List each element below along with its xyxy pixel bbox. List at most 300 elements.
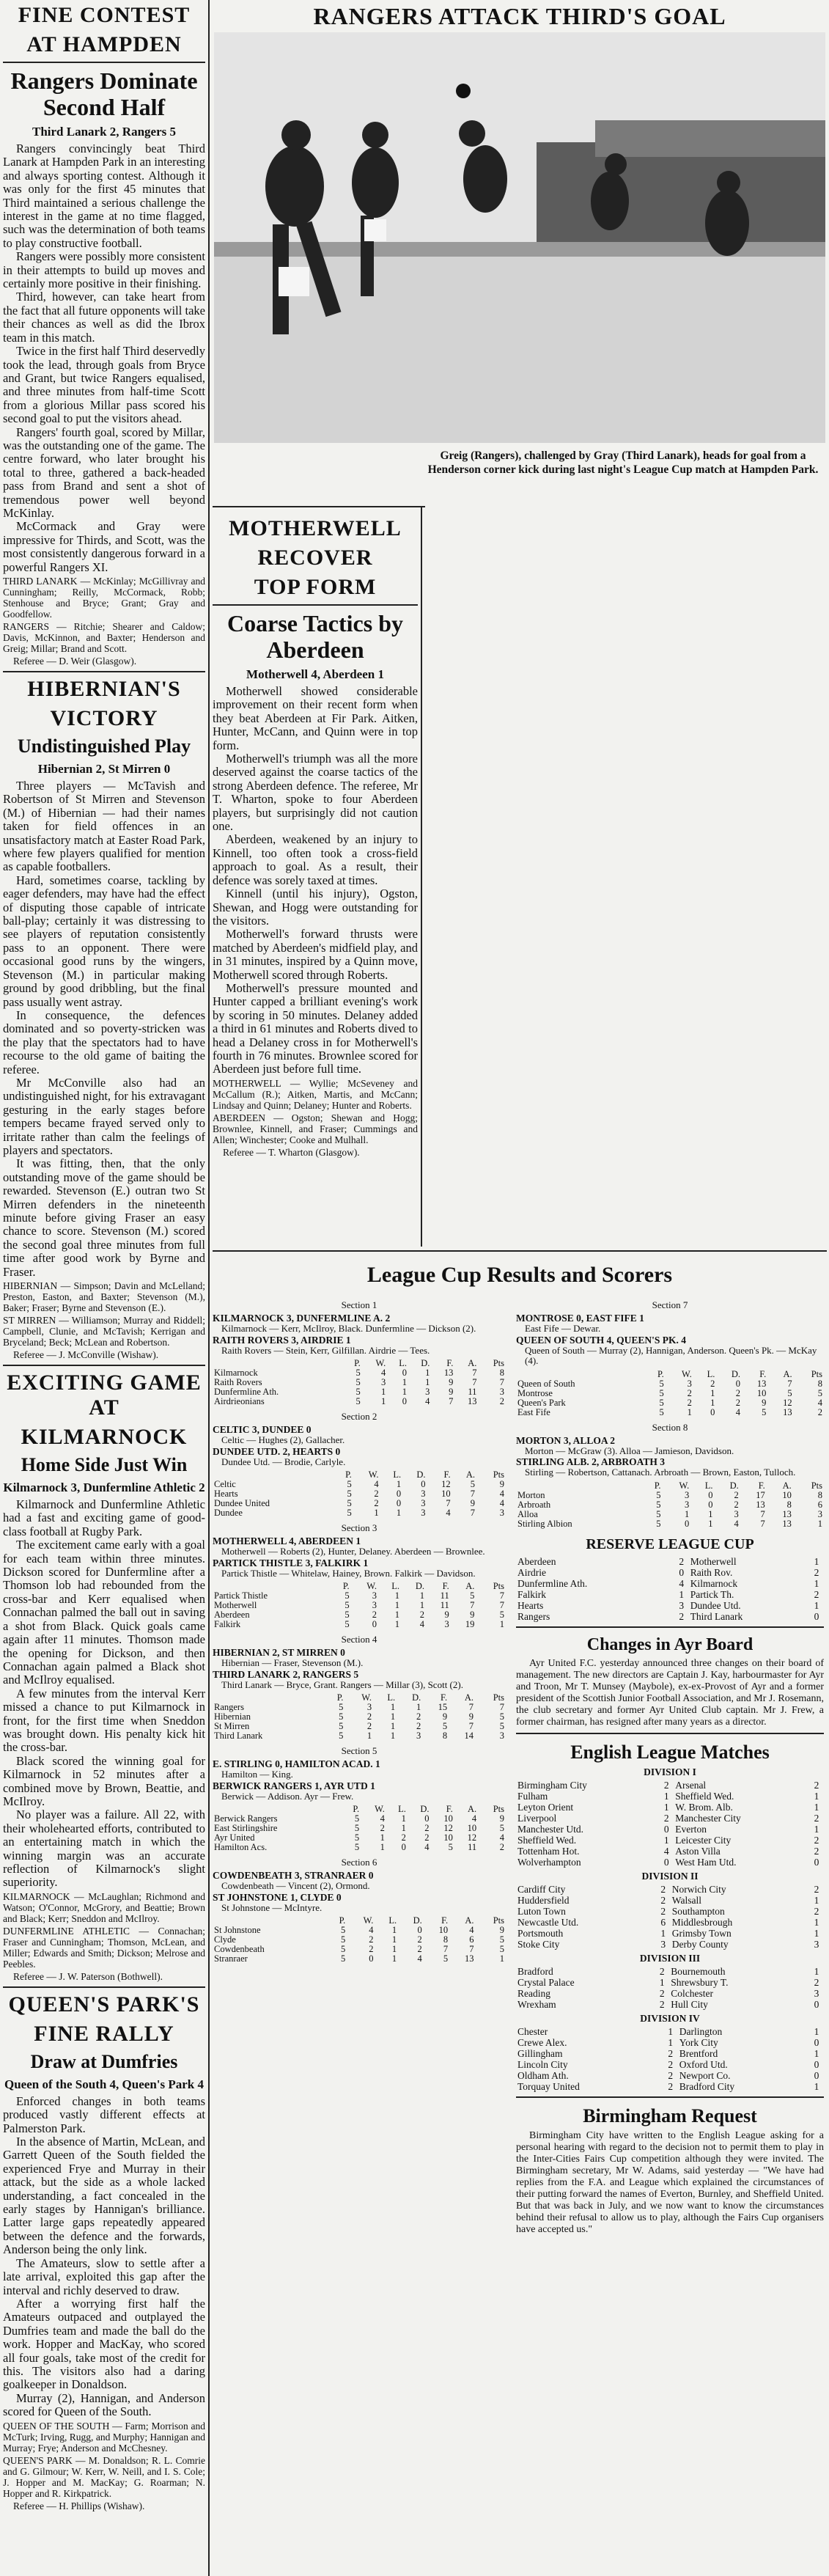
standings-team: Dundee (214, 1508, 243, 1518)
standings-header-cell: D. (731, 1368, 740, 1379)
fixture-row (516, 1780, 824, 1791)
standings-cell: 5 (339, 1721, 344, 1731)
home-score: 6 (660, 1916, 666, 1928)
standings-cell: 5 (659, 1406, 664, 1417)
standings-header-cell: L. (399, 1358, 407, 1368)
standings-team: Stirling Albion (517, 1518, 572, 1529)
away-team: Bradford City (679, 2080, 735, 2092)
standings-cell: 0 (710, 1406, 715, 1417)
away-score: 0 (814, 2036, 819, 2048)
standings-team: Partick Thistle (214, 1590, 268, 1601)
standings-cell: 1 (416, 1702, 421, 1712)
standings-cell: 1 (425, 1377, 430, 1387)
standings-cell: 5 (448, 1842, 453, 1852)
away-score: 1 (814, 1823, 819, 1835)
away-team: Oxford Utd. (679, 2058, 728, 2070)
home-team: Airdrie (517, 1566, 546, 1578)
home-team: Luton Town (517, 1905, 566, 1917)
result-line: COWDENBEATH 3, STRANRAER 0 (213, 1870, 374, 1881)
section-label: Section 3 (341, 1522, 377, 1533)
standings-cell: 1 (381, 1396, 386, 1406)
away-team: W. Brom. Alb. (675, 1801, 733, 1813)
section-label: Section 6 (341, 1857, 377, 1868)
standings-cell: 5 (345, 1610, 350, 1620)
standings-cell: 4 (419, 1619, 424, 1629)
standings-row (516, 1398, 824, 1408)
standings-row (213, 1843, 506, 1852)
away-team: Derby County (671, 1938, 729, 1950)
standings-header-cell: P. (345, 1469, 352, 1480)
column-rule (208, 0, 210, 2576)
standings-cell: 9 (499, 1813, 504, 1824)
home-team: Wolverhampton (517, 1856, 581, 1868)
standings-cell: 4 (424, 1842, 430, 1852)
standings-cell: 5 (354, 1832, 360, 1843)
standings-cell: 5 (347, 1498, 352, 1508)
section-label: Section 1 (341, 1299, 377, 1310)
away-score: 1 (814, 1916, 819, 1928)
headline-line3: TOP FORM (254, 575, 377, 599)
standings-row (213, 1945, 506, 1954)
away-score: 2 (814, 1779, 819, 1791)
standings-cell: 1 (391, 1953, 397, 1964)
home-score: 1 (663, 1834, 669, 1846)
story-paragraph: In consequence, the defences dominated and so poverty-stricken was the play that the spectators had to have recourse to the old game of baiting the referee. (3, 1008, 205, 1076)
fixture-row (516, 2048, 824, 2059)
divider (516, 2096, 824, 2098)
away-score: 1 (814, 2025, 819, 2037)
league-cup-left (213, 1295, 506, 2236)
standings-cell: 2 (734, 1499, 739, 1510)
standings-cell: 13 (467, 1396, 477, 1406)
story-paragraph: Motherwell's forward thrusts were matched by Aberdeen's midfield play, and in 31 minutes, inspired by a Quinn move, Motherwell scored through Roberts. (213, 927, 418, 982)
standings-cell: 2 (735, 1387, 740, 1398)
standings-cell: 3 (687, 1378, 692, 1389)
fixture-row (516, 1567, 824, 1578)
away-score: 2 (814, 1812, 819, 1824)
standings-cell: 1 (390, 1702, 396, 1712)
standings-cell: 8 (499, 1368, 504, 1378)
standings-cell: 14 (464, 1731, 474, 1741)
standings-header (213, 1470, 506, 1480)
away-team: Motherwell (690, 1555, 737, 1567)
standings-header-cell: W. (366, 1581, 377, 1591)
standings-cell: 4 (425, 1396, 430, 1406)
away-score: 0 (814, 1856, 819, 1868)
fixture-row (516, 1813, 824, 1824)
away-score: 0 (814, 1998, 819, 2010)
away-team: Darlington (679, 2025, 723, 2037)
home-score: 0 (663, 1823, 669, 1835)
standings-cell: 4 (374, 1479, 379, 1489)
story-motherwell (213, 513, 418, 1247)
scorers-line: Celtic — Hughes (2), Gallacher. (221, 1434, 345, 1445)
standings-cell: 8 (443, 1934, 449, 1945)
standings-cell: 5 (656, 1499, 661, 1510)
standings-team: Motherwell (214, 1600, 257, 1610)
standings-header (213, 1693, 506, 1703)
standings-team: Alloa (517, 1508, 538, 1519)
standings-cell: 7 (443, 1944, 449, 1954)
home-team: Wrexham (517, 1998, 556, 2010)
standings-cell: 9 (470, 1610, 475, 1620)
league-cup-right (516, 1295, 824, 2236)
home-score: 2 (663, 1812, 669, 1824)
standings-cell: 7 (470, 1489, 476, 1499)
standings-header-cell: L. (398, 1804, 406, 1814)
story-paragraph: Rangers' fourth goal, scored by Millar, was the outstanding one of the game. The centre forward, who later brought his total to three, gathered a back-headed pass from Brand and sent a shot of tremendous power well beyond McKinlay. (3, 425, 205, 520)
result-line: MORTON 3, ALLOA 2 (516, 1434, 616, 1446)
away-team: Brentford (679, 2047, 718, 2059)
divider (3, 1986, 205, 1988)
scorers-line: Queen of South — Murray (2), Hannigan, Anderson. Queen's Pk. — McKay (4). (525, 1344, 817, 1366)
scorers-line: Partick Thistle — Whitelaw, Hainey, Brown. Falkirk — Davidson. (221, 1567, 476, 1579)
standings-table (213, 1916, 506, 1964)
standings-cell: 5 (499, 1823, 504, 1833)
standings-cell: 4 (817, 1397, 822, 1408)
reserve-cup-table (516, 1556, 824, 1622)
standings-cell: 1 (710, 1397, 715, 1408)
standings-team: Falkirk (214, 1619, 241, 1629)
home-team: Newcastle Utd. (517, 1916, 579, 1928)
home-score: 1 (663, 1801, 669, 1813)
standings-cell: 1 (390, 1731, 396, 1741)
standings-header-cell: L. (707, 1368, 715, 1379)
standings-row (516, 1379, 824, 1389)
standings-cell: 2 (419, 1610, 424, 1620)
away-team: Norwich City (671, 1883, 726, 1895)
story-paragraph: Hard, sometimes coarse, tackling by eager defenders, may have had the effect of disputing those capable of intricate ball-play; certainly it was distressing to see players of reputation consistently pass to an opponent. There were occasional good runs by the wingers, Stevenson (M.) in particular making ground by good dribbling, but the final pass usually went astray. (3, 873, 205, 1009)
standings-cell: 4 (499, 1489, 504, 1499)
score-line: Third Lanark 2, Rangers 5 (32, 125, 176, 139)
results-block (213, 1254, 827, 2576)
fixture-row (516, 1857, 824, 1868)
standings-header-cell: D. (415, 1581, 424, 1591)
standings-team: Dundee United (214, 1498, 270, 1508)
story-paragraph: Mr McConville also had an undistinguished night, for his extravagant gesturing in the early stages before tempers became frayed served only to irritate rather than calm the feelings of players and spectators. (3, 1075, 205, 1157)
away-team: Kilmarnock (690, 1577, 738, 1589)
standings-header-cell: A. (465, 1581, 475, 1591)
away-score: 1 (814, 1894, 819, 1906)
standings-cell: 3 (734, 1508, 739, 1519)
divider (516, 1733, 824, 1734)
story-paragraph: McCormack and Gray were impressive for Thirds, and Scott, was the most consistently dangerous forward in a powerful Rangers XI. (3, 519, 205, 574)
fixture-row (516, 1895, 824, 1906)
standings-cell: 0 (685, 1518, 690, 1529)
standings-cell: 4 (499, 1832, 504, 1843)
standings-row (213, 1712, 506, 1722)
away-team: Manchester City (675, 1812, 741, 1824)
league-cup-right-sections (516, 1299, 824, 1529)
standings-cell: 7 (499, 1702, 504, 1712)
away-score: 2 (814, 1845, 819, 1857)
standings-cell: 3 (416, 1731, 421, 1741)
standings-cell: 0 (401, 1842, 406, 1852)
headline-line1: EXCITING GAME AT (7, 1370, 202, 1420)
standings-header-cell: F. (442, 1581, 449, 1591)
standings-header-cell: F. (443, 1469, 451, 1480)
standings-cell: 5 (499, 1721, 504, 1731)
standings-cell: 1 (366, 1731, 372, 1741)
birmingham-title: Birmingham Request (583, 2105, 757, 2127)
standings-team: Third Lanark (214, 1731, 263, 1741)
away-score: 3 (814, 1938, 819, 1950)
standings-row (516, 1510, 824, 1519)
home-team: Chester (517, 2025, 548, 2037)
standings-row (516, 1408, 824, 1417)
standings-header-cell: F. (446, 1358, 454, 1368)
referee-line: Referee — J. W. Paterson (Bothwell). (13, 1970, 163, 1982)
standings-header-cell: P. (339, 1915, 346, 1926)
standings-row (516, 1389, 824, 1398)
home-team: Portsmouth (517, 1927, 564, 1939)
standings-team: Morton (517, 1489, 545, 1500)
standings-cell: 2 (735, 1397, 740, 1408)
standings-cell: 5 (347, 1479, 352, 1489)
standings-header-cell: Pts (811, 1368, 822, 1379)
scorers-line: Morton — McGraw (3). Alloa — Jamieson, Davidson. (525, 1445, 734, 1456)
standings-cell: 4 (734, 1518, 739, 1529)
home-score: 2 (659, 1998, 665, 2010)
home-team: Rangers (517, 1610, 550, 1622)
standings-cell: 3 (685, 1499, 690, 1510)
divider (3, 62, 205, 63)
standings-cell: 5 (787, 1387, 792, 1398)
standings-cell: 2 (416, 1711, 421, 1722)
section-rule (213, 1250, 827, 1252)
headline-line2: AT HAMPDEN (26, 32, 182, 56)
away-score: 0 (814, 2069, 819, 2081)
standings-team: Airdrieonians (214, 1396, 265, 1406)
standings-cell: 2 (372, 1610, 377, 1620)
home-score: 2 (668, 2058, 674, 2070)
standings-row (213, 1620, 506, 1629)
standings-cell: 0 (402, 1368, 407, 1378)
reserve-cup-title: RESERVE LEAGUE CUP (586, 1535, 754, 1552)
standings-cell: 1 (499, 1619, 504, 1629)
fixture-row (516, 2070, 824, 2081)
score-line: Kilmarnock 3, Dunfermline Athletic 2 (3, 1480, 205, 1495)
standings-cell: 1 (499, 1953, 504, 1964)
standings-cell: 13 (782, 1518, 792, 1529)
standings-cell: 5 (499, 1711, 504, 1722)
story-paragraph: Motherwell showed considerable improvement on their recent form when they beat Aberdeen at Fir Park. Aitken, Hunter, McCann, and Quinn were in top form. (213, 684, 418, 752)
standings-team: Cowdenbeath (214, 1944, 265, 1954)
home-team: Crystal Palace (517, 1976, 575, 1988)
standings-cell: 2 (416, 1721, 421, 1731)
scorers-line: Kilmarnock — Kerr, McIlroy, Black. Dunfermline — Dickson (2). (221, 1323, 476, 1334)
headline-line1: FINE CONTEST (18, 3, 191, 27)
subhead: Draw at Dumfries (30, 2050, 178, 2072)
standings-team: Rangers (214, 1702, 244, 1712)
standings-cell: 4 (499, 1498, 504, 1508)
standings-cell: 5 (339, 1711, 344, 1722)
divider (3, 671, 205, 672)
photo-headline: RANGERS ATTACK THIRD'S GOAL (313, 3, 726, 29)
story-paragraph: Rangers convincingly beat Third Lanark at Hampden Park in an interesting and always sporting contest. Although it was only for the first 45 minutes that Third maintained a serious challenge the interest in the game at no time flagged, such was the determination of both teams to play constructive football. (3, 142, 205, 250)
standings-row (213, 1480, 506, 1489)
standings-cell: 9 (442, 1711, 448, 1722)
story-paragraph: The excitement came early with a goal for each team within three minutes. Dickson scored for Dunfermline after a Thomson lob had rebounded from the cross-bar and Kerr equalised when Connachan palmed the ball out in saving a shot from Black. Quick goals came again after 11 minutes. Thomson made the opening for Dickson, and then Connachan again palmed a Black shot and McIlroy equalised. (3, 1538, 205, 1687)
fixture-row (516, 1589, 824, 1600)
scorers-line: Hamilton — King. (221, 1769, 293, 1780)
standings-cell: 5 (354, 1823, 360, 1833)
result-line: HIBERNIAN 2, ST MIRREN 0 (213, 1647, 345, 1658)
standings-cell: 10 (441, 1489, 451, 1499)
standings-cell: 0 (708, 1499, 713, 1510)
division-label: DIVISION I (644, 1766, 696, 1777)
standings-cell: 7 (446, 1498, 451, 1508)
standings-cell: 5 (345, 1590, 350, 1601)
subhead: Rangers Dominate Second Half (10, 67, 198, 120)
scorers-line: Third Lanark — Bryce, Grant. Rangers — Millar (3), Scott (2). (221, 1678, 463, 1690)
standings-cell: 13 (782, 1508, 792, 1519)
standings-cell: 5 (443, 1953, 449, 1964)
standings-cell: 5 (339, 1702, 344, 1712)
standings-cell: 1 (419, 1600, 424, 1610)
fixture-row (516, 1578, 824, 1589)
standings-cell: 7 (470, 1600, 475, 1610)
home-team: Hearts (517, 1599, 544, 1611)
league-cup-grid (213, 1295, 827, 2236)
scorers-line: Dundee Utd. — Brodie, Carlyle. (221, 1456, 346, 1467)
standings-header-cell: W. (368, 1469, 379, 1480)
away-score: 2 (814, 1905, 819, 1917)
story-paragraph: Motherwell's pressure mounted and Hunter capped a brilliant evening's work by scoring in 50 minutes. Delaney added a third in 61 minutes and Roberts dived to head a Delaney cross in for Motherwell's fourth in 76 minutes. Brownlee scored for Aberdeen just before full time. (213, 980, 418, 1076)
standings-cell: 4 (471, 1813, 477, 1824)
fixture-row (516, 1556, 824, 1567)
standings-row (213, 1508, 506, 1518)
standings-cell: 2 (687, 1387, 692, 1398)
standings-row (213, 1601, 506, 1610)
standings-header (516, 1481, 824, 1491)
away-team: Dundee Utd. (690, 1599, 741, 1611)
standings-cell: 5 (659, 1387, 664, 1398)
standings-cell: 0 (735, 1378, 740, 1389)
standings-cell: 11 (440, 1600, 449, 1610)
standings-team: Aberdeen (214, 1610, 250, 1620)
section-label: Section 2 (341, 1411, 377, 1422)
standings-cell: 13 (443, 1368, 454, 1378)
standings-cell: 5 (355, 1396, 361, 1406)
standings-cell: 8 (442, 1731, 448, 1741)
standings-header-cell: A. (464, 1692, 474, 1703)
standings-header-cell: D. (420, 1804, 430, 1814)
away-score: 1 (814, 1790, 819, 1802)
fixture-row (516, 1928, 824, 1939)
standings-cell: 5 (656, 1518, 661, 1529)
standings-cell: 5 (355, 1387, 361, 1397)
divider (516, 1626, 824, 1628)
standings-team: Berwick Rangers (214, 1813, 278, 1824)
standings-cell: 9 (444, 1610, 449, 1620)
away-score: 1 (814, 1599, 819, 1611)
standings-header-cell: F. (441, 1915, 449, 1926)
english-league-divisions (516, 1766, 824, 2092)
home-score: 1 (679, 1588, 685, 1600)
standings-header-cell: Pts (493, 1358, 504, 1368)
standings-team: Kilmarnock (214, 1368, 258, 1378)
standings-cell: 1 (391, 1925, 397, 1935)
column-left (3, 0, 205, 2576)
standings-team: Raith Rovers (214, 1377, 262, 1387)
standings-header-cell: Pts (811, 1480, 822, 1491)
headline-line1: QUEEN'S PARK'S (8, 1992, 200, 2017)
home-score: 2 (668, 2080, 674, 2092)
standings-cell: 5 (341, 1953, 346, 1964)
fixture-row (516, 1939, 824, 1950)
story-paragraph: Twice in the first half Third deservedly took the lead, through goals from Bryce and Grant, but twice Rangers equalised, and three minutes from half-time Scott from a glorious Millar pass scored his second goal to put the visitors ahead. (3, 344, 205, 426)
standings-cell: 4 (381, 1368, 386, 1378)
home-team: Leyton Orient (517, 1801, 574, 1813)
standings-header-cell: P. (654, 1480, 661, 1491)
score-line: Queen of the South 4, Queen's Park 4 (4, 2077, 205, 2091)
standings-cell: 1 (391, 1944, 397, 1954)
home-score: 4 (663, 1845, 669, 1857)
standings-cell: 9 (468, 1711, 474, 1722)
standings-cell: 1 (687, 1406, 692, 1417)
standings-team: Queen's Park (517, 1397, 566, 1408)
result-line: DUNDEE UTD. 2, HEARTS 0 (213, 1445, 341, 1457)
result-line: MOTHERWELL 4, ABERDEEN 1 (213, 1535, 361, 1546)
standings-team: Arbroath (517, 1499, 551, 1510)
home-score: 1 (660, 1927, 666, 1939)
story-paragraph: In the absence of Martin, McLean, and Garrett Queen of the South fielded the experienced Frye and Murray in their attack, but the side as a whole lacked understanding, a fact concealed in the early stages by Hannigan's brilliance. Latter large gaps repeatedly appeared between the defence and the forwards, Anderson being the only link. (3, 2135, 205, 2257)
standings-header-cell: D. (413, 1915, 422, 1926)
standings-cell: 2 (499, 1842, 504, 1852)
away-team: Newport Co. (679, 2069, 731, 2081)
standings-cell: 1 (396, 1479, 402, 1489)
standings-cell: 3 (381, 1377, 386, 1387)
team-lineup: QUEEN OF THE SOUTH — Farm; Morrison and McTurk; Irving, Rugg, and Murphy; Hannigan and Murray; Frye; Anderson and McChesney. (3, 2420, 205, 2454)
away-team: Third Lanark (690, 1610, 743, 1622)
standings-cell: 8 (817, 1489, 822, 1500)
standings-cell: 8 (817, 1378, 822, 1389)
standings-cell: 10 (438, 1925, 449, 1935)
score-line: Hibernian 2, St Mirren 0 (37, 762, 171, 776)
home-team: Cardiff City (517, 1883, 566, 1895)
standings-cell: 2 (499, 1396, 504, 1406)
standings-cell: 1 (374, 1508, 379, 1518)
story-queens-park (3, 1992, 205, 2511)
standings-header-cell: L. (393, 1469, 402, 1480)
home-team: Manchester Utd. (517, 1823, 583, 1835)
standings-cell: 1 (817, 1518, 822, 1529)
standings-cell: 3 (421, 1498, 426, 1508)
fixture-row (516, 1802, 824, 1813)
result-line: QUEEN OF SOUTH 4, QUEEN'S PK. 4 (516, 1334, 687, 1346)
standings-table (516, 1370, 824, 1417)
standings-cell: 7 (472, 1368, 477, 1378)
standings-cell: 5 (347, 1508, 352, 1518)
home-score: 2 (660, 1883, 666, 1895)
photo-illustration (214, 32, 825, 443)
home-score: 2 (679, 1555, 685, 1567)
result-line: CELTIC 3, DUNDEE 0 (213, 1424, 312, 1435)
team-lineup: THIRD LANARK — McKinlay; McGillivray and Cunningham; Reilly, McCormack, Robb; Stenhouse and Bryce; Grant; Gray and Goodfellow. (3, 576, 205, 620)
standings-cell: 7 (499, 1590, 504, 1601)
away-score: 0 (814, 2058, 819, 2070)
standings-header-cell: A. (783, 1368, 792, 1379)
standings-cell: 2 (366, 1711, 372, 1722)
standings-table (213, 1359, 506, 1406)
division-label: DIVISION III (639, 1952, 701, 1964)
standings-team: Ayr United (214, 1832, 255, 1843)
scorers-line: East Fife — Dewar. (525, 1323, 601, 1334)
result-line: PARTICK THISTLE 3, FALKIRK 1 (213, 1557, 369, 1568)
standings-cell: 5 (345, 1619, 350, 1629)
standings-table (213, 1805, 506, 1852)
